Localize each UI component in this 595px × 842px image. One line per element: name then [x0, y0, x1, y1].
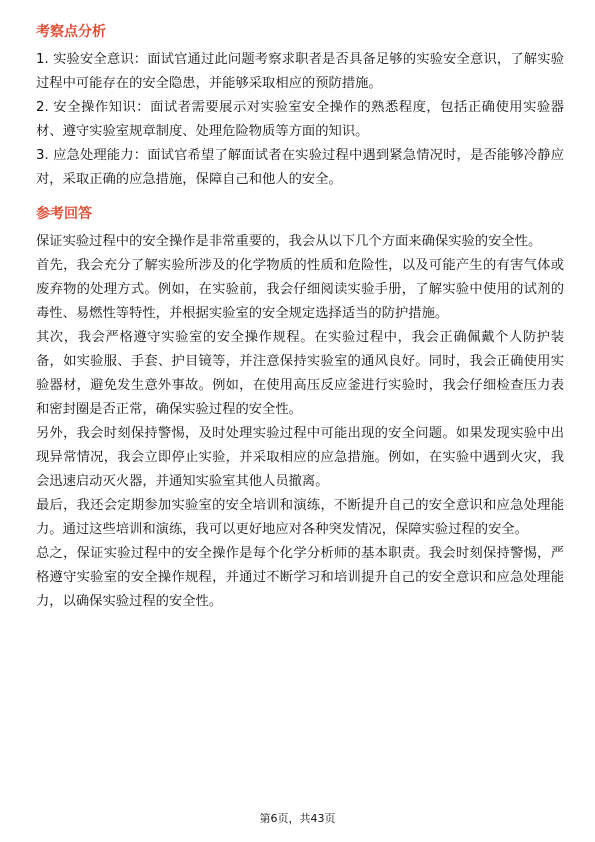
answer-paragraph-finally: 最后，我还会定期参加实验室的安全培训和演练，不断提升自己的安全意识和应急处理能力。通过这些培训和演练，我可以更好地应对各种突发情况，保障实验过程的安全。: [36, 498, 564, 537]
answer-paragraph-additionally: 另外，我会时刻保持警惕，及时处理实验过程中可能出现的安全问题。如果发现实验中出现异常情况，我会立即停止实验，并采取相应的应急措施。例如，在实验中遇到火灾，我会迅速启动灭火器，并通知实验室其他人员撤离。: [36, 426, 564, 489]
page-number: 第6页，共43页: [259, 812, 336, 825]
analysis-section: [36, 22, 564, 192]
analysis-item-2: 2. 安全操作知识：面试者需要展示对实验室安全操作的熟悉程度，包括正确使用实验器材、遵守实验室规章制度、处理危险物质等方面的知识。: [36, 100, 564, 139]
answer-paragraph-second: 其次，我会严格遵守实验室的安全操作规程。在实验过程中，我会正确佩戴个人防护装备，如实验服、手套、护目镜等，并注意保持实验室的通风良好。同时，我会正确使用实验器材，避免发生意外事故。例如，在使用高压反应釜进行实验时，我会仔细检查压力表和密封圈是否正常，确保实验过程的安全性。: [36, 330, 564, 417]
document-body: [36, 22, 564, 614]
answer-paragraph-intro: 保证实验过程中的安全操作是非常重要的，我会从以下几个方面来确保实验的安全性。: [36, 234, 542, 249]
analysis-heading: 考察点分析: [36, 24, 106, 40]
answer-paragraph-conclusion: 总之，保证实验过程中的安全操作是每个化学分析师的基本职责。我会时刻保持警惕，严格遵守实验室的安全操作规程，并通过不断学习和培训提升自己的安全意识和应急处理能力，以确保实验过程的安全性。: [36, 546, 564, 609]
answer-heading: 参考回答: [36, 206, 92, 222]
analysis-item-1: 1. 实验安全意识：面试官通过此问题考察求职者是否具备足够的实验安全意识，了解实验过程中可能存在的安全隐患，并能够采取相应的预防措施。: [36, 52, 564, 91]
answer-paragraph-first: 首先，我会充分了解实验所涉及的化学物质的性质和危险性，以及可能产生的有害气体或废弃物的处理方式。例如，在实验前，我会仔细阅读实验手册，了解实验中使用的试剂的毒性、易燃性等特性，并根据实验室的安全规定选择适当的防护措施。: [36, 258, 564, 321]
answer-section: [36, 204, 564, 614]
analysis-item-3: 3. 应急处理能力：面试官希望了解面试者在实验过程中遇到紧急情况时，是否能够冷静应对，采取正确的应急措施，保障自己和他人的安全。: [36, 148, 564, 187]
